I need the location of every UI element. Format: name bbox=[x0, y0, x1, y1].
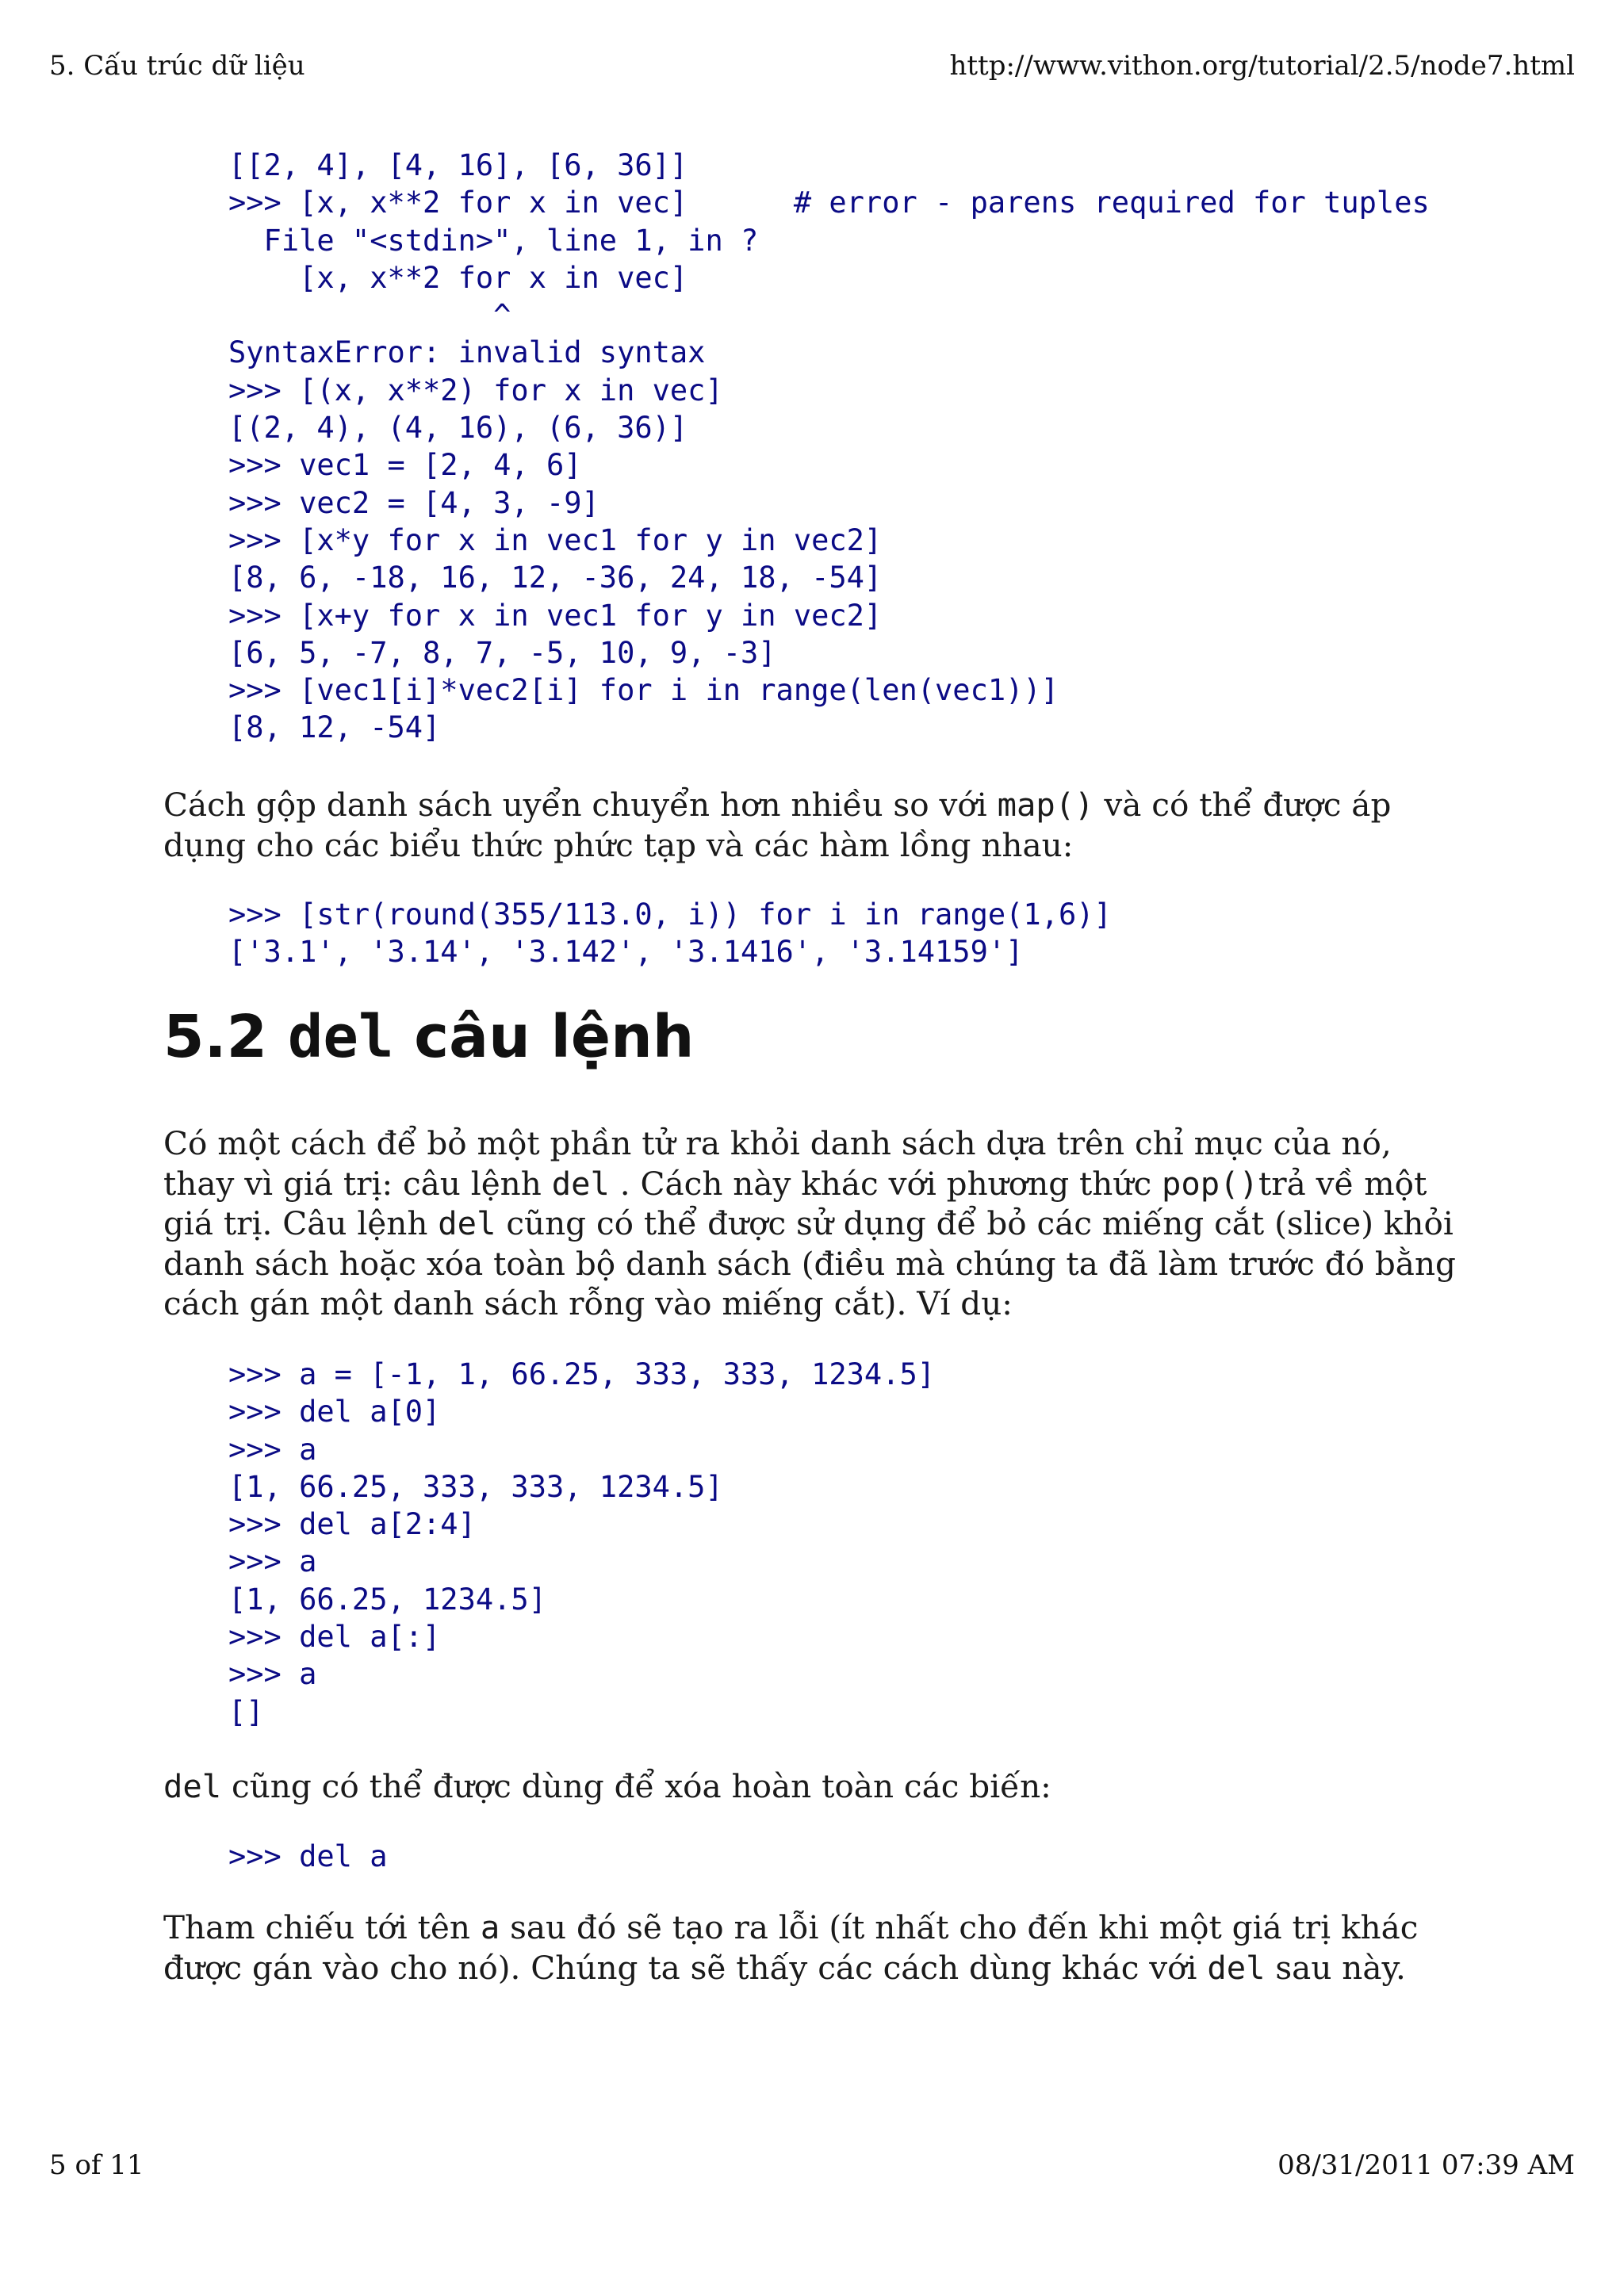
paragraph-list-comprehension bbox=[163, 785, 1464, 865]
header-url[interactable]: http://www.vithon.org/tutorial/2.5/node7.html bbox=[949, 50, 1575, 82]
text: trả về một giá trị. Câu lệnh bbox=[163, 1164, 1427, 1242]
header-title: 5. Cấu trúc dữ liệu bbox=[49, 50, 305, 82]
page-count: 5 of 11 bbox=[49, 2149, 144, 2181]
paragraph-del-variables bbox=[163, 1766, 1464, 1807]
inline-code: a bbox=[480, 1908, 500, 1946]
text: . Cách này khác với phương thức bbox=[609, 1164, 1162, 1203]
print-timestamp: 08/31/2011 07:39 AM bbox=[1277, 2149, 1575, 2181]
code-block-del-a: >>> del a bbox=[228, 1839, 388, 1873]
inline-code: del bbox=[438, 1204, 496, 1242]
inline-code: del bbox=[163, 1767, 222, 1805]
text: Cách gộp danh sách uyển chuyển hơn nhiều so với bbox=[163, 786, 998, 824]
code-block-del-example: >>> a = [-1, 1, 66.25, 333, 333, 1234.5] >>> del a[0] >>> a [1, 66.25, 333, 333, 1234.5] >>> del a[2:4] >>> a [1, 66.25, 1234.5] >>> del a[:] >>> a [] bbox=[228, 1357, 936, 1729]
inline-code: map() bbox=[997, 786, 1094, 824]
inline-code: del bbox=[1207, 1948, 1266, 1987]
paragraph-del-intro bbox=[163, 1123, 1464, 1324]
section-number: 5.2 bbox=[163, 1003, 268, 1071]
paragraph-del-conclusion bbox=[163, 1908, 1464, 1988]
text: và có thể được áp dụng cho các biểu thức phức tạp và các hàm lồng nhau: bbox=[163, 786, 1392, 864]
code-block-list-comprehension: [[2, 4], [4, 16], [6, 36]] >>> [x, x**2 for x in vec] # error - parens required for tuples File "<stdin>", line 1, in ? [x, x**2 for x in vec] ^ SyntaxError: invalid syntax >>> [(x, x**2) for x in vec] [(2, 4), (4, 16), (6, 36)] >>> vec1 = [2, 4, 6] >>> vec2 = [4, 3, -9] >>> [x*y for x in vec1 for y in vec2] [8, 6, -18, 16, 12, -36, 24, 18, -54] >>> [x+y for x in vec1 for y in vec2] [6, 5, -7, 8, 7, -5, 10, 9, -3] >>> [vec1[i]*vec2[i] for i in range(len(vec1))] [8, 12, -54] bbox=[228, 148, 1430, 745]
code-block-round: >>> [str(round(355/113.0, i)) for i in range(1,6)] ['3.1', '3.14', '3.142', '3.1416', '3.14159'] bbox=[228, 897, 1112, 970]
section-code: del bbox=[287, 1003, 394, 1071]
text: cũng có thể được sử dụng để bỏ các miếng cắt (slice) khỏi danh sách hoặc xóa toàn bộ danh sách (điều mà chúng ta đã làm trước đó bằng cách gán một danh sách rỗng vào miếng cắt). Ví dụ: bbox=[163, 1204, 1456, 1322]
text: Tham chiếu tới tên bbox=[163, 1908, 481, 1946]
text: sau đó sẽ tạo ra lỗi (ít nhất cho đến khi một giá trị khác được gán vào cho nó). Chúng ta sẽ thấy các cách dùng khác với bbox=[163, 1908, 1419, 1987]
section-title: câu lệnh bbox=[414, 1003, 695, 1071]
text: Có một cách để bỏ một phần tử ra khỏi danh sách dựa trên chỉ mục của nó, thay vì giá trị: câu lệnh bbox=[163, 1124, 1392, 1203]
section-heading bbox=[163, 1005, 694, 1070]
text: sau này. bbox=[1265, 1948, 1406, 1987]
inline-code: del bbox=[551, 1164, 610, 1203]
text: cũng có thể được dùng để xóa hoàn toàn các biến: bbox=[221, 1767, 1051, 1805]
page-header bbox=[49, 50, 1575, 82]
page-footer bbox=[49, 2149, 1575, 2181]
inline-code: pop() bbox=[1162, 1164, 1258, 1203]
